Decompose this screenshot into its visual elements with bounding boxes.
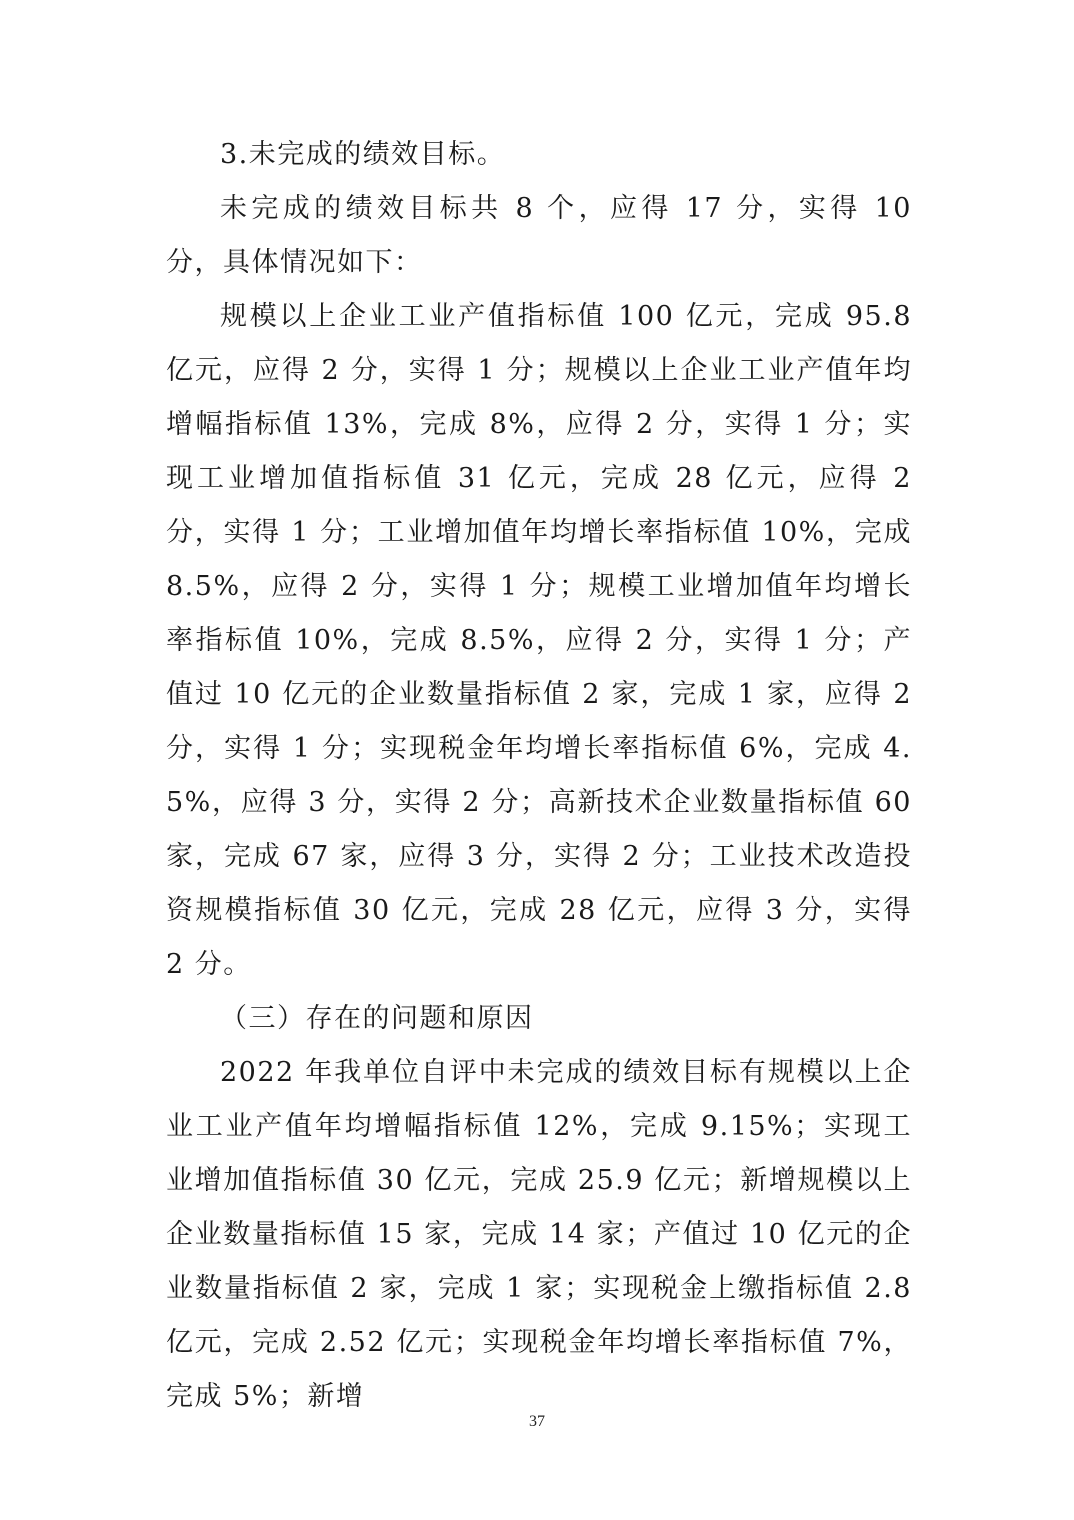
paragraph-details: 规模以上企业工业产值指标值 100 亿元，完成 95.8 亿元，应得 2 分，实得 1 分；规模以上企业工业产值年均增幅指标值 13%，完成 8%，应得 2 分，实得 1 分；实现工业增加值指标值 31 亿元，完成 28 亿元，应得 2 分，实得 1 分；工业增加值年均增长率指标值 10%，完成 8.5%，应得 2 分，实得 1 分；规模工业增加值年均增长率指标值 10%，完成 8.5%，应得 2 分，实得 1 分；产值过 10 亿元的企业数量指标值 2 家，完成 1 家，应得 2 分，实得 1 分；实现税金年均增长率指标值 6%，完成 4.5%，应得 3 分，实得 2 分；高新技术企业数量指标值 60 家，完成 67 家，应得 3 分，实得 2 分；工业技术改造投资规模指标值 30 亿元，完成 28 亿元，应得 3 分，实得 2 分。: [166, 301, 912, 980]
paragraph-summary: 未完成的绩效目标共 8 个，应得 17 分，实得 10 分，具体情况如下：: [166, 193, 912, 278]
section-heading-unfinished-goals: 3.未完成的绩效目标。: [220, 139, 506, 170]
page-number: 37: [529, 1413, 545, 1430]
paragraph-problems: 2022 年我单位自评中未完成的绩效目标有规模以上企业工业产值年均增幅指标值 12%，完成 9.15%；实现工业增加值指标值 30 亿元，完成 25.9 亿元；新增规模以上企业数量指标值 15 家，完成 14 家；产值过 10 亿元的企业数量指标值 2 家，完成 1 家；实现税金上缴指标值 2.8 亿元，完成 2.52 亿元；实现税金年均增长率指标值 7%，完成 5%；新增: [166, 1057, 912, 1412]
section-heading-problems: （三）存在的问题和原因: [220, 1003, 534, 1034]
document-body: [166, 128, 912, 1424]
